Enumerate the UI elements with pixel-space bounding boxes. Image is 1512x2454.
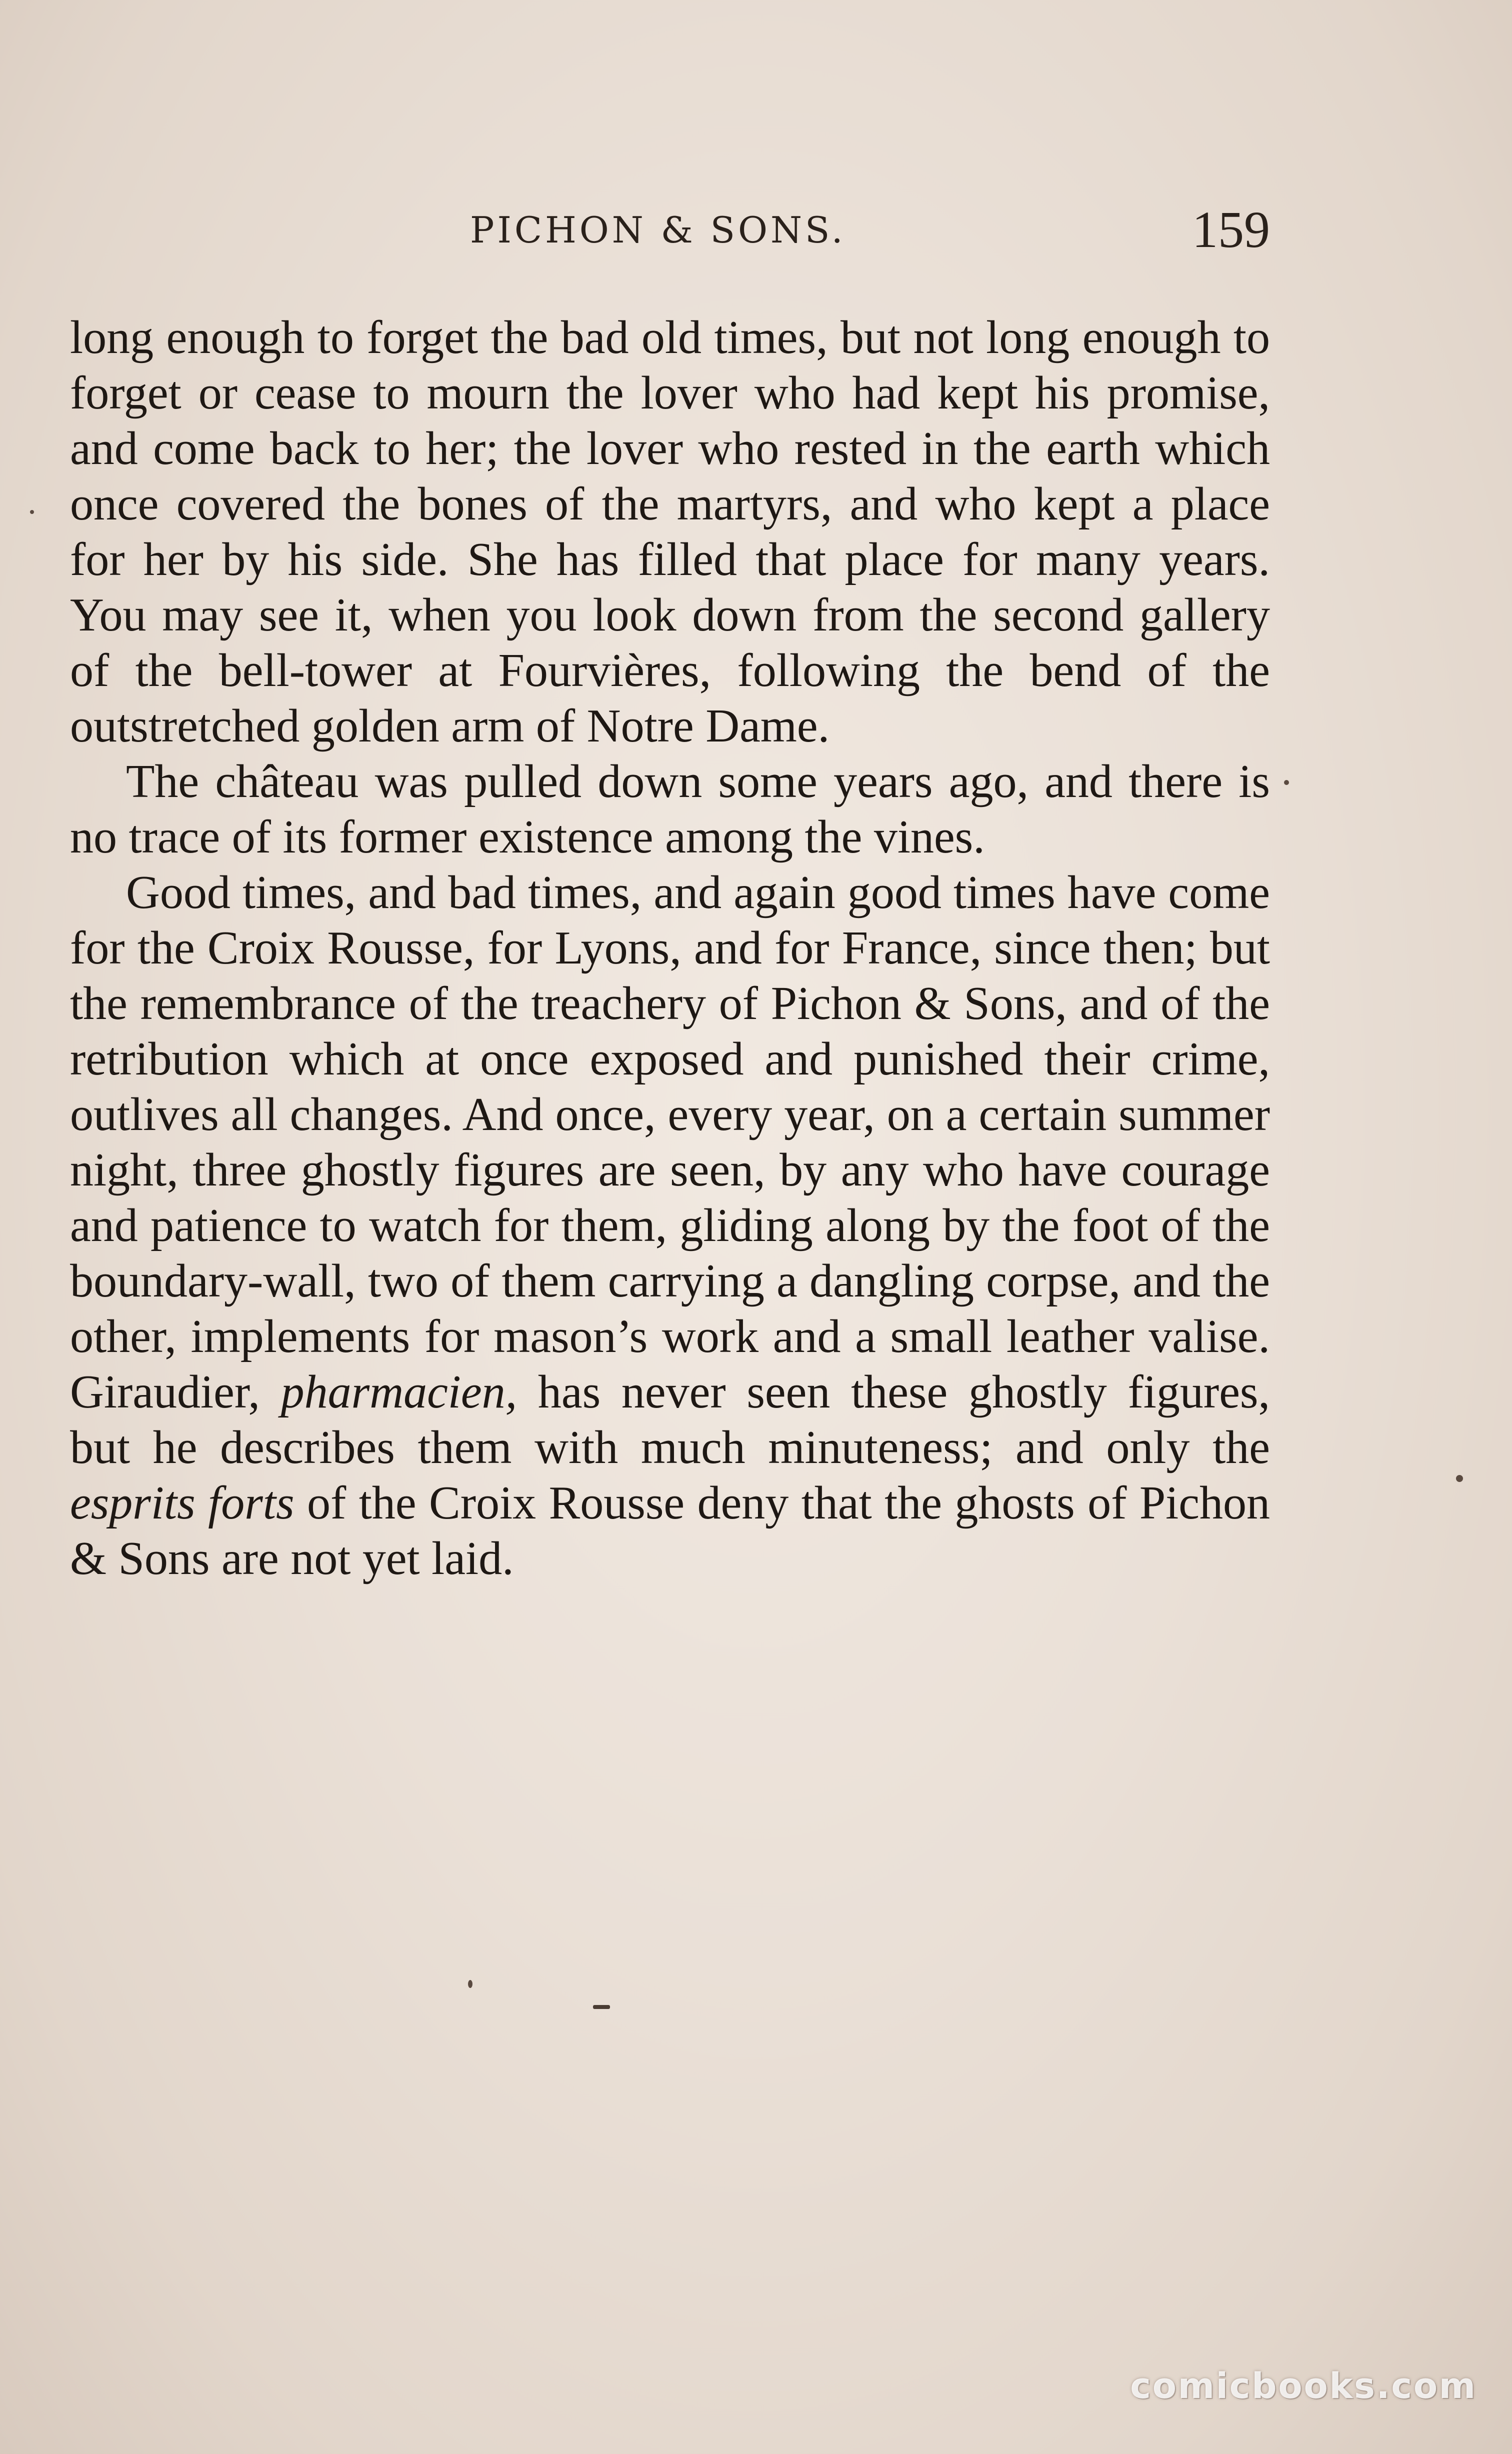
ink-speck	[1456, 1475, 1463, 1482]
italic-text: esprits forts	[70, 1477, 294, 1529]
body-text	[70, 310, 1270, 1586]
text-run: has never seen these ghostly figures, but he describes them with much minuteness; and only the	[70, 1366, 1270, 1474]
ink-speck	[30, 510, 34, 514]
text-run: The château was pulled down some years ago, and there is no trace of its former existence among the vines.	[70, 756, 1270, 863]
paragraph	[70, 310, 1270, 754]
watermark: comicbooks.com	[1130, 2366, 1477, 2406]
end-dash-mark	[593, 2005, 610, 2009]
running-head-title: PICHON & SONS.	[470, 209, 846, 251]
text-run: long enough to forget the bad old times, but not long enough to forget or cease to mourn the lover who had kept his promise, and come back to her; the lover who rested in the earth which once covered the bones of the martyrs, and who kept a place for her by his side. She has filled that place for many years. You may see it, when you look down from the second gallery of the bell-tower at Fourvières, following the bend of the outstretched golden arm of Notre Dame.	[70, 312, 1270, 752]
page-number: 159	[1192, 201, 1270, 258]
italic-text: pharmacien,	[280, 1366, 518, 1418]
running-head	[70, 200, 1270, 265]
ink-speck	[468, 1980, 472, 1988]
text-run: of the Croix Rousse deny that the ghosts of Pichon & Sons are not yet laid.	[70, 1477, 1270, 1584]
text-run: Good times, and bad times, and again good times have come for the Croix Rousse, for Lyons, and for France, since then; but the remembrance of the treachery of Pichon & Sons, and of the retribution which at once exposed and punished their crime, outlives all changes. And once, every year, on a certain summer night, three ghostly figures are seen, by any who have courage and patience to watch for them, gliding along by the foot of the boundary-wall, two of them carrying a dangling corpse, and the other, implements for mason’s work and a small leather valise. Giraudier,	[70, 866, 1270, 1418]
ink-speck	[1284, 780, 1289, 785]
paragraph	[70, 865, 1270, 1586]
paragraph	[70, 754, 1270, 865]
